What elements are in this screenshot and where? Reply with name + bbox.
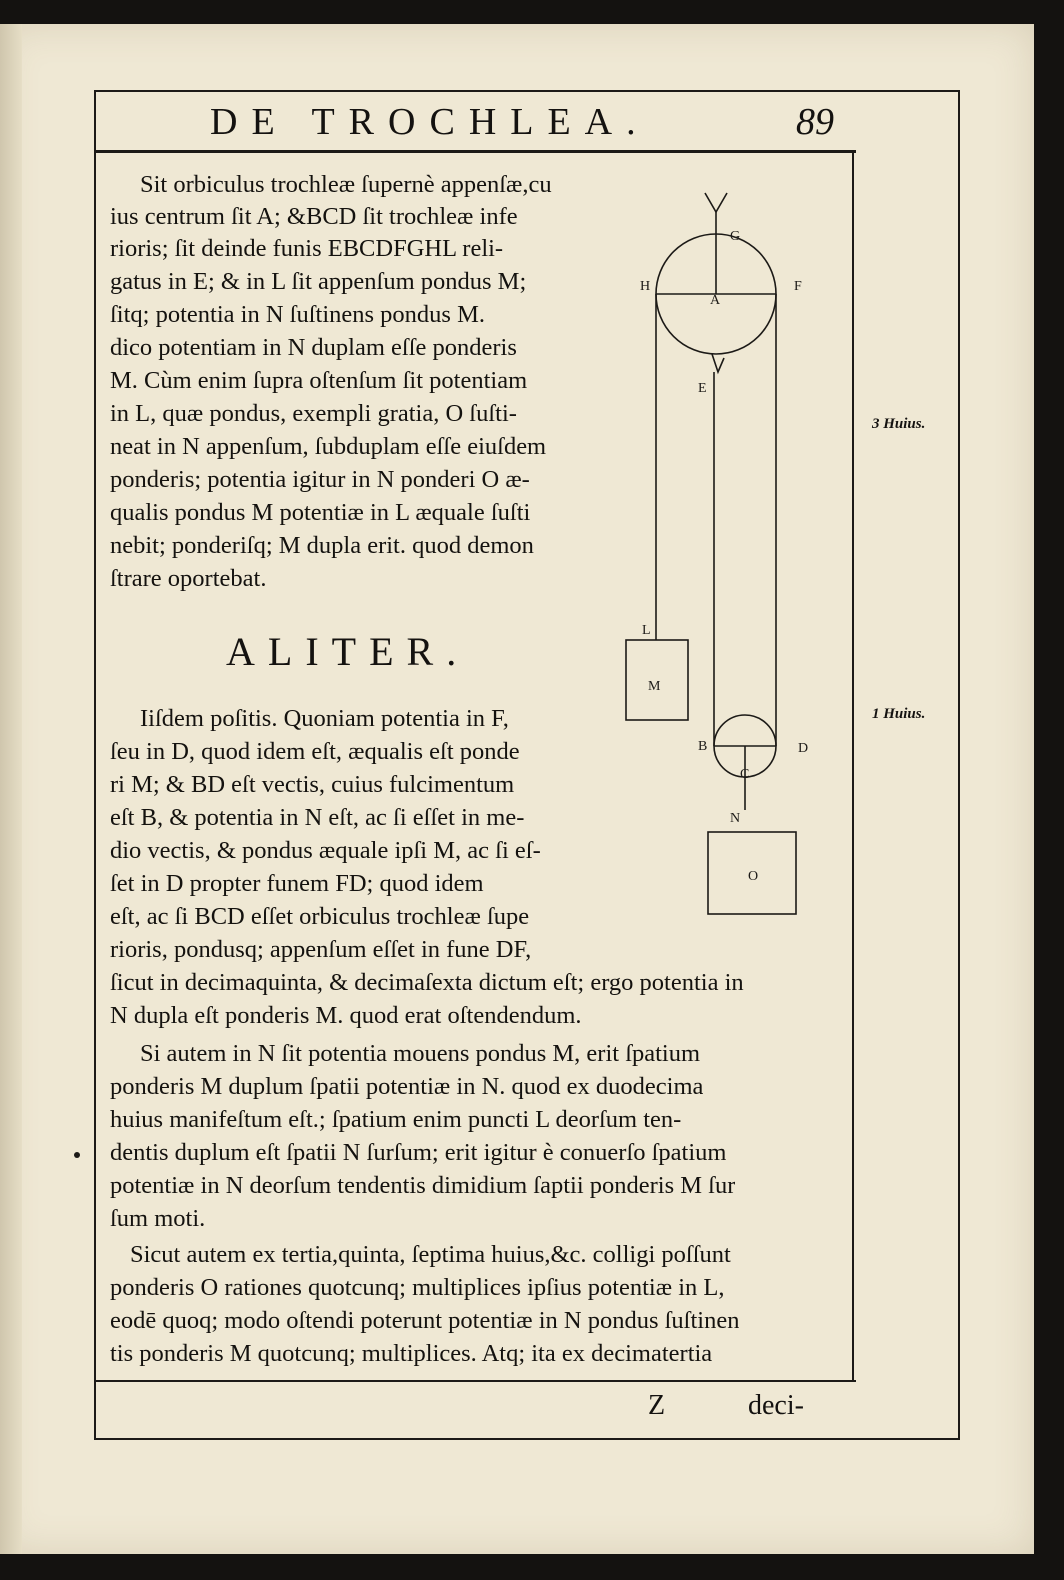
text-line: huius manifeſtum eſt.; ſpatium enim puncti L deorſum ten-	[110, 1106, 682, 1133]
text-line: eſt B, & potentia in N eſt, ac ſi eſſet in me-	[110, 804, 525, 831]
text-line: Si autem in N ſit potentia mouens pondus M, erit ſpatium	[140, 1040, 701, 1067]
text-line: ri M; & BD eſt vectis, cuius fulcimentum	[110, 771, 515, 798]
label-d: D	[798, 741, 809, 756]
text-line: in L, quæ pondus, exempli gratia, O ſuſti-	[110, 400, 517, 427]
text-line: ſeu in D, quod idem eſt, æqualis eſt ponde	[110, 738, 520, 765]
section-heading: ALITER.	[226, 629, 470, 674]
text-line: nebit; ponderiſq; M dupla erit. quod demon	[110, 532, 534, 559]
text-line: Sicut autem ex tertia,quinta, ſeptima huius,&c. colligi poſſunt	[130, 1241, 731, 1268]
text-line: N dupla eſt ponderis M. quod erat oſtendendum.	[110, 1002, 582, 1029]
label-e: E	[698, 381, 707, 396]
text-line: neat in N appenſum, ſubduplam eſſe eiuſdem	[110, 433, 547, 460]
label-h: H	[640, 279, 651, 294]
text-line: ius centrum ſit A; &BCD ſit trochleæ infe	[110, 203, 518, 230]
text-line: tis ponderis M quotcunq; multiplices. Atq; ita ex decimatertia	[110, 1340, 713, 1367]
text-line: ſicut in decimaquinta, & decimaſexta dictum eſt; ergo potentia in	[110, 969, 744, 996]
label-o: O	[748, 869, 759, 884]
text-line: M. Cùm enim ſupra oſtenſum ſit potentiam	[110, 367, 528, 394]
label-g: G	[730, 229, 741, 244]
text-line: gatus in E; & in L ſit appenſum pondus M;	[110, 268, 527, 295]
anchor-e	[712, 354, 724, 372]
signature-mark: Z	[648, 1390, 666, 1421]
text-line: Iiſdem poſitis. Quoniam potentia in F,	[140, 705, 509, 732]
margin-note-3-huius: 3 Huius.	[872, 416, 926, 432]
text-line: ponderis O rationes quotcunq; multiplices ipſius potentiæ in L,	[110, 1274, 725, 1301]
margin-note-1-huius: 1 Huius.	[872, 706, 926, 722]
label-c: C	[740, 767, 750, 782]
text-line: eſt, ac ſi BCD eſſet orbiculus trochleæ ſupe	[110, 903, 530, 930]
suspension-hook	[705, 193, 727, 212]
text-line: potentiæ in N deorſum tendentis dimidium ſaptii ponderis M ſur	[110, 1172, 736, 1199]
text-line: ſet in D propter funem FD; quod idem	[110, 870, 484, 897]
text-line: ponderis; potentia igitur in N ponderi O æ-	[110, 466, 530, 493]
text-line: dentis duplum eſt ſpatii N ſurſum; erit igitur è conuerſo ſpatium	[110, 1139, 727, 1166]
text-line: dio vectis, & pondus æquale ipſi M, ac ſi eſ-	[110, 837, 541, 864]
page-number: 89	[796, 101, 834, 143]
text-line: eodē quoq; modo oſtendi poterunt potentiæ in N pondus ſuſtinen	[110, 1307, 740, 1334]
label-a: A	[710, 293, 721, 308]
label-b: B	[698, 739, 708, 754]
label-l: L	[642, 623, 651, 638]
label-f: F	[794, 279, 802, 294]
text-line: ponderis M duplum ſpatii potentiæ in N. quod ex duodecima	[110, 1073, 704, 1100]
text-line: rioris; ſit deinde funis EBCDFGHL reli-	[110, 235, 504, 262]
label-m: M	[648, 679, 661, 694]
text-line: qualis pondus M potentiæ in L æquale ſuſti	[110, 499, 531, 526]
text-line: rioris, pondusq; appenſum eſſet in fune DF,	[110, 936, 532, 963]
text-line: dico potentiam in N duplam eſſe ponderis	[110, 334, 517, 361]
text-line: ſitq; potentia in N ſuſtinens pondus M.	[110, 301, 485, 328]
running-head: DE TROCHLEA.	[210, 101, 650, 143]
text-line: ſtrare oportebat.	[110, 565, 267, 592]
catchword: deci-	[748, 1390, 804, 1421]
label-n: N	[730, 811, 741, 826]
text-line: Sit orbiculus trochleæ ſupernè appenſæ,cu	[140, 171, 552, 198]
text-line: ſum moti.	[110, 1205, 206, 1232]
